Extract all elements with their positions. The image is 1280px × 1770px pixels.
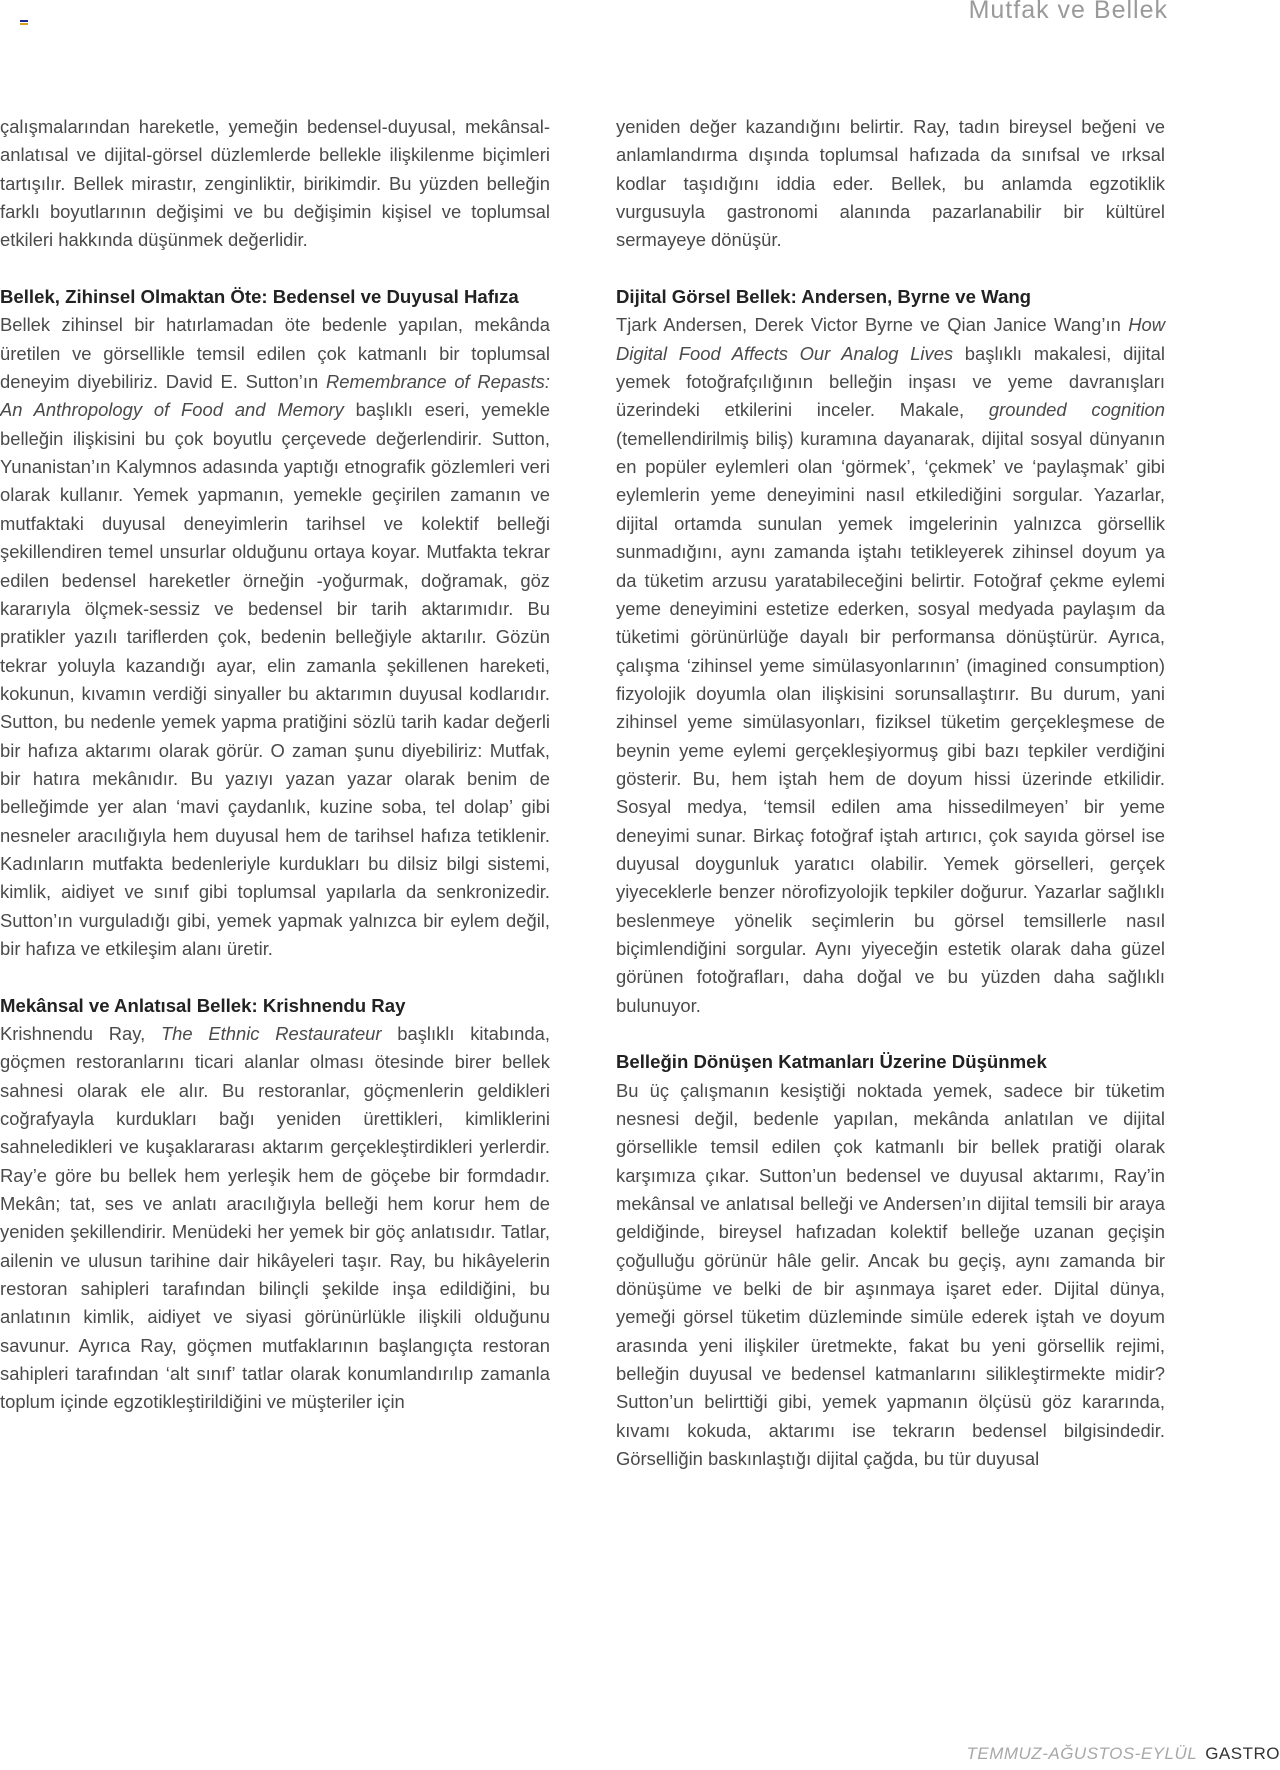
section-heading-embodied-memory: Bellek, Zihinsel Olmaktan Öte: Bedensel ve Duyusal Hafıza (0, 286, 519, 308)
section-body-embodied-memory: Bellek zihinsel bir hatırlamadan öte bedenle yapılan, mekânda üretilen ve görsellikle temsil edilen çok katmanlı bir toplumsal deneyim diyebiliriz. David E. Sutton’ın Remembrance of Repasts: An Anthropology of Food and Memory başlıklı eseri, yemekle belleğin ilişkisini bu çok boyutlu çerçevede değerlendirir. Sutton, Yunanistan’ın Kalymnos adasında yaptığı etnografik gözlemleri veri olarak kullanır. Yemek yapmanın, yemekle geçirilen zamanın ve mutfaktaki duyusal deneyimlerin tarihsel ve kolektif belleği şekillendiren temel unsurlar olduğunu ortaya koyar. Mutfakta tekrar edilen bedensel hareketler örneğin -yoğurmak, doğramak, göz kararıyla ölçmek-sessiz ve bedensel bir tarih aktarımıdır. Bu pratikler yazılı tariflerden çok, bedenin belleğiyle aktarılır. Gözün tekrar yoluyla kazandığı ayar, elin zamanla şekillenen hareketi, kokunun, kıvamın verdiği sinyaller bu aktarımın duyusal kodlarıdır. Sutton, bu nedenle yemek yapma pratiğini sözlü tarih kadar değerli bir hafıza aktarımı olarak görür. O zaman şunu diyebiliriz: Mutfak, bir hatıra mekânıdır. Bu yazıyı yazan yazar olarak benim de belleğimde yer alan ‘mavi çaydanlık, kuzine soba, tel dolap’ gibi nesneler aracılığıyla hem duyusal hem de tarihsel hafıza tetiklenir. Kadınların mutfakta bedenleriyle kurdukları bu dilsiz bilgi sistemi, kimlik, aidiyet ve sınıf gibi toplumsal yapılarla da senkronizedir. Sutton’ın vurguladığı gibi, yemek yapmak yalnızca bir eylem değil, bir hafıza ve etkileşim alanı üretir. (0, 314, 550, 959)
section-body-spatial-memory: Krishnendu Ray, The Ethnic Restaurateur başlıklı kitabında, göçmen restoranlarını ticari alanlar olması ötesinde birer bellek sahnesi olarak ele alır. Bu restoranlar, göçmenlerin geldikleri coğrafyayla kurdukları bağı yeniden ürettikleri, kimliklerini sahneledikleri ve kuşaklararası aktarım gerçekleştirdikleri yerlerdir. Ray’e göre bu bellek hem yerleşik hem de göçebe bir formdadır. Mekân; tat, ses ve anlatı aracılığıyla belleği hem korur hem de yeniden şekillendirir. Menüdeki her yemek bir göç anlatısıdır. Tatlar, ailenin ve ulusun tarihine dair hikâyeleri taşır. Ray, bu hikâyelerin restoran sahipleri tarafından bilinçli şekilde inşa edildiğini, bu anlatının kimlik, aidiyet ve siyasi görünürlükle ilişkili olduğunu savunur. Ayrıca Ray, göçmen mutfaklarının başlangıçta restoran sahipleri tarafından ‘alt sınıf’ tatlar olarak konumlandırılıp zamanla toplum içinde egzotikleştirildiğini ve müşteriler için (0, 1023, 550, 1413)
section-body-transforming-layers: Bu üç çalışmanın kesiştiği noktada yemek, sadece bir tüketim nesnesi değil, bedenle yapılan, mekânda anlatılan ve dijital görsellikle temsil edilen çok katmanlı bir bellek pratiği olarak karşımıza çıkar. Sutton’un bedensel ve duyusal aktarımı, Ray’in mekânsal ve anlatısal belleği ve Andersen’ın dijital temsili bir araya geldiğinde, bireysel hafızadan kolektif belleğe uzanan geçişin çoğulluğu görünür hâle gelir. Ancak bu geçiş, aynı zamanda bir dönüşüme ve belki de bir aşınmaya işaret eder. Dijital dünya, yemeği görsel tüketim düzleminde simüle ederek iştah ve doyum arasında yeni ilişkiler üretmekte, fakat bu yeni görsellik rejimi, belleğin duyusal ve bedensel katmanlarını silikleştirmekte midir? Sutton’un belirttiği gibi, yemek yapmanın ölçüsü göz kararında, kıvamı kokuda, aktarımı ise tekrarın bedensel bilgisindedir. Görselliğin baskınlaştığı dijital çağda, bu tür duyusal (616, 1079, 1165, 1470)
issue-label: TEMMUZ-AĞUSTOS-EYLÜL (966, 1744, 1198, 1763)
section-heading-transforming-layers: Belleğin Dönüşen Katmanları Üzerine Düşünmek (616, 1051, 1047, 1073)
left-column (0, 113, 550, 1417)
running-title: Mutfak ve Bellek (968, 0, 1168, 24)
magazine-name: GASTRO (1205, 1744, 1280, 1763)
intro-paragraph: çalışmalarından hareketle, yemeğin bedensel-duyusal, mekânsal-anlatısal ve dijital-görsel düzlemlerde bellekle ilişkilenme biçimleri tartışılır. Bellek mirastır, zenginliktir, birikimdir. Bu yüzden belleğin farklı boyutlarının değişimi ve bu değişimin kişisel ve toplumsal etkileri hakkında düşünmek değerlidir. (0, 116, 550, 251)
right-column (616, 113, 1165, 1474)
section-body-digital-memory: Tjark Andersen, Derek Victor Byrne ve Qian Janice Wang’ın How Digital Food Affects Our Analog Lives başlıklı makalesi, dijital yemek fotoğrafçılığının belleğin inşası ve yeme davranışları üzerindeki etkilerini inceler. Makale, grounded cognition (temellendirilmiş biliş) kuramına dayanarak, dijital sosyal dünyanın en popüler eylemleri olan ‘görmek’, ‘çekmek’ ve ‘paylaşmak’ gibi eylemlerin yeme deneyimini nasıl etkilediğini sorgular. Yazarlar, dijital ortamda sunulan yemek imgelerinin yalnızca görsellik sunmadığını, aynı zamanda iştahı tetikleyerek zihinsel doyum ya da tüketim arzusu yaratabileceğini belirtir. Fotoğraf çekme eylemi yeme deneyimini estetize ederken, sosyal medyada paylaşım da tüketimi görünürlüğe dayalı bir performansa dönüştürür. Ayrıca, çalışma ‘zihinsel yeme simülasyonlarının’ (imagined consumption) fizyolojik doyumla olan ilişkisini sorunsallaştırır. Bu durum, yani zihinsel yeme simülasyonları, fiziksel tüketim gerçekleşmese de beynin yeme eylemi gerçekleşiyormuş gibi bazı tepkiler verdiğini gösterir. Bu, hem iştah hem de doyum hissi üzerinde etkilidir. Sosyal medya, ‘temsil edilen ama hissedilmeyen’ bir yeme deneyimi sunar. Birkaç fotoğraf iştah artırıcı, çok sayıda görsel ise duyusal doygunluk yaratıcı olabilir. Yemek görselleri, gerçek yiyeceklerle benzer nörofizyolojik tepkiler doğurur. Yazarlar sağlıklı beslenmeye yönelik seçimlerin bu görsel temsillerle nasıl biçimlendiğini sorgular. Aynı yiyeceğin estetik olarak daha güzel görünen fotoğrafları, daha doğal ve bu yüzden daha sağlıklı bulunuyor. (616, 314, 1165, 1016)
section-heading-spatial-memory: Mekânsal ve Anlatısal Bellek: Krishnendu Ray (0, 994, 406, 1016)
article-title-andersen: How Digital Food Affects Our Analog Lives (616, 314, 1165, 364)
book-title-sutton: Remembrance of Repasts: An Anthropology of Food and Memory (0, 371, 550, 421)
section-heading-digital-memory: Dijital Görsel Bellek: Andersen, Byrne ve Wang (616, 286, 1032, 308)
book-title-ray: The Ethnic Restaurateur (160, 1023, 382, 1044)
continuation-paragraph: yeniden değer kazandığını belirtir. Ray, tadın bireysel beğeni ve anlamlandırma dışında toplumsal hafızada da sınıfsal ve ırksal kodlar taşıdığını iddia eder. Bellek, bu anlamda egzotiklik vurgusuyla gastronomi alanında pazarlanabilir bir kültürel sermayeye dönüşür. (616, 116, 1165, 251)
term-grounded-cognition: grounded cognition (988, 399, 1165, 421)
page-footer (966, 1744, 1280, 1770)
page-color-marker (20, 20, 28, 27)
